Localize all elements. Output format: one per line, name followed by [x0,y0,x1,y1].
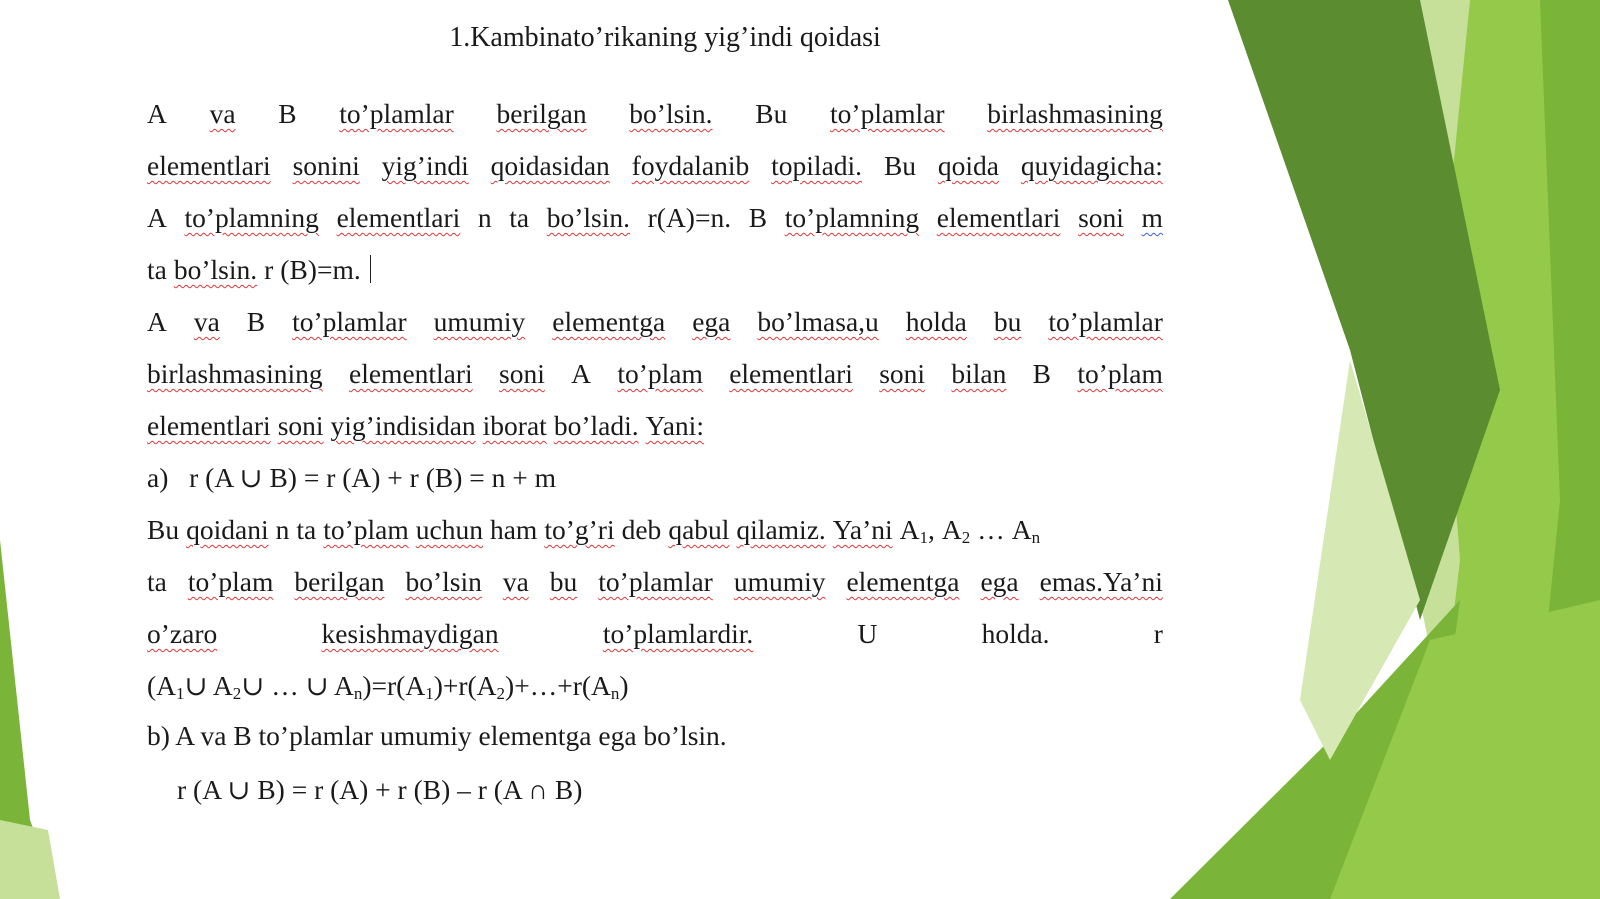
word-text: bo’lsin [405,566,482,597]
word [729,357,853,391]
word-text: sonini [292,150,360,181]
word [185,201,319,235]
word [478,201,492,235]
text-line [147,357,1163,391]
word-text: va [209,98,236,129]
word-suffix: )+r(A [433,670,497,701]
word [1021,149,1163,183]
word [147,149,271,183]
word-text: qoidani [186,514,269,545]
word [982,617,1050,651]
word [937,201,1061,235]
word [1142,201,1163,235]
word [1048,305,1163,339]
word-text: bo’lsin. [173,254,258,285]
word-text: berilgan [496,98,587,129]
word-text: to’plamlar [598,566,713,597]
text-line [147,201,1163,235]
word [292,305,407,339]
word-text: elementlari [936,202,1061,233]
word-text: soni [499,358,545,389]
word-text: A [147,98,167,129]
word-text: A [147,202,167,233]
word-text: r [1153,618,1163,649]
word [425,670,496,701]
word-text: to’plamning [784,202,920,233]
word [147,720,727,751]
word [503,565,529,599]
word-text: elementga [552,306,666,337]
word [147,670,233,701]
word [884,149,916,183]
word [980,565,1018,599]
word-text: to’plam [617,358,703,389]
word-text: A [571,358,592,389]
word-text: ta [147,566,167,597]
word-text: … [977,514,1005,545]
word-suffix: ∪ A [184,670,233,701]
text-line [177,773,1193,807]
word-text: emas.Ya’ni [1039,566,1163,597]
word-text: bo’lsin. [546,202,630,233]
word-text: bo’lmasa,u [757,306,879,337]
word [349,357,473,391]
word [382,149,469,183]
word [858,617,878,651]
word [668,514,729,545]
word [293,149,360,183]
word [147,357,323,391]
word-suffix: ∪ … ∪ A [241,670,354,701]
word [611,670,629,701]
word-text: B [278,98,297,129]
word-text: umumiy [433,306,526,337]
word [405,565,481,599]
word [987,97,1163,131]
word-text: to’plamning [184,202,319,233]
word [736,514,825,545]
word [147,97,167,131]
word [331,410,476,441]
word [554,410,639,441]
word [194,305,220,339]
subscript: n [1031,528,1041,547]
word-text: ega [980,566,1019,597]
word [280,254,360,285]
word [276,514,290,545]
word-text: to’plamlardir. [602,618,754,649]
word [147,565,167,599]
subscript: 2 [232,684,242,703]
word [147,410,271,441]
word-text: kesishmaydigan [321,618,499,649]
word [434,305,526,339]
word-text: to’plam [323,514,409,545]
word [147,254,167,285]
word [1033,357,1051,391]
word [900,514,935,545]
word [147,462,168,493]
word-text: n [477,202,492,233]
word-text: Bu [883,150,917,181]
word [1154,617,1163,651]
word [186,514,269,545]
word-text: ham [489,514,538,545]
word [491,149,610,183]
word-text: Bu [755,98,788,129]
word-text: umumiy [733,566,826,597]
text-line [147,565,1163,599]
word-text: elementlari [336,202,461,233]
word-text: elementlari [729,358,853,389]
word [147,305,167,339]
word [846,565,959,599]
word [598,565,713,599]
word-text: quyidagicha: [1020,150,1163,181]
word [646,410,704,441]
word [175,462,556,493]
word [830,97,945,131]
word-text: elementlari [349,358,473,389]
word-text: yig’indi [381,150,469,181]
text-line [147,719,1163,753]
word-text: qoidasidan [490,150,610,181]
word-text: A [899,514,920,545]
subscript: 2 [496,684,506,703]
text-line [147,409,1163,443]
subscript: 1 [425,684,434,703]
word [354,670,425,701]
word [552,305,665,339]
word-text: va [502,566,529,597]
subscript: n [610,684,620,703]
word-text: A [1011,514,1032,545]
word [544,514,614,545]
word [951,357,1006,391]
word [906,305,967,339]
word-text: elementga [846,566,960,597]
word-text: (B)=m. [280,254,361,285]
text-line [147,617,1163,651]
word-text: qoida [937,150,1000,181]
word [692,305,730,339]
word-text: foydalanib [631,150,750,181]
word-text: bo’lsin. [629,98,713,129]
word [233,670,354,701]
word-text: bo’ladi. [553,410,639,441]
word [734,565,826,599]
word [622,514,662,545]
word-text: r(A)=n. [647,202,732,233]
word-text: soni [277,410,324,441]
word-text: U [857,618,878,649]
word-text: holda [905,306,967,337]
word-text: A [147,306,167,337]
word-text: r (A ∪ B) = r (A) + r (B) = n + m [175,462,557,493]
word [323,514,409,545]
word [550,565,578,599]
word-text: to’plamlar [1048,306,1163,337]
word-text: bu [993,306,1022,337]
word-text: ta [147,254,167,285]
word-text: elementlari [147,150,271,181]
word [247,305,265,339]
word-text: B [1032,358,1052,389]
word [1012,514,1040,545]
subscript: n [353,684,363,703]
word-text: to’plam [187,566,274,597]
word-text: iborat [482,410,547,441]
word-text: soni [879,358,926,389]
word [339,97,454,131]
word [1077,357,1163,391]
word-text: bu [549,566,578,597]
word-text: yig’indisidan [330,410,476,441]
word [833,514,893,545]
word-text: soni [1078,202,1124,233]
word [603,617,753,651]
word [632,149,750,183]
subscript: 1 [919,528,929,547]
word-text: ta [296,514,317,545]
word [771,149,862,183]
word [210,97,236,131]
text-line [147,669,1163,703]
word [785,201,919,235]
word [942,514,970,545]
word [483,410,547,441]
word-text: berilgan [294,566,385,597]
word [416,514,483,545]
word-text: b) A va B to’plamlar umumiy elementga ega bo’lsin. [147,720,727,751]
text-line [147,97,1163,131]
word-suffix: , [928,514,935,545]
word-text: Yani: [645,410,704,441]
word-text: A [941,514,962,545]
word-text: birlashmasining [987,98,1163,129]
text-line [147,461,1163,495]
word [490,514,537,545]
subscript: 2 [961,528,971,547]
word-text: m [1141,202,1163,233]
word [755,97,787,131]
subscript: 1 [176,684,185,703]
word-text: elementlari [147,410,271,441]
word-text: n [275,514,290,545]
word-text: qabul [668,514,730,545]
word [264,254,273,285]
word [571,357,591,391]
word [977,514,1005,545]
word [648,201,731,235]
word-suffix: )=r(A [362,670,426,701]
word-text: B [748,202,768,233]
word [278,410,324,441]
word [337,201,461,235]
word [629,97,712,131]
word [294,565,384,599]
word [499,357,545,391]
word-text: deb [621,514,662,545]
word-text: B [246,306,266,337]
word-text: uchun [415,514,483,545]
word-text: r [264,254,274,285]
word [296,514,316,545]
deco-shape-left-pale [0,820,60,899]
word [147,617,217,651]
word [749,201,767,235]
word-text: topiladi. [771,150,863,181]
word-text: holda. [981,618,1050,649]
word-text: r (A ∪ B) = r (A) + r (B) – r (A ∩ B) [177,774,583,805]
word-text: to’plamlar [339,98,454,129]
slide-title: 1.Kambinato’rikaning yig’indi qoidasi [449,22,881,53]
word-text: o’zaro [147,618,218,649]
word [496,97,586,131]
word [547,201,630,235]
word-text: qilamiz. [736,514,826,545]
word [1040,565,1163,599]
word [497,670,611,701]
word [174,254,257,285]
word-text: Ya’ni [832,514,893,545]
word-text: va [193,306,220,337]
word-suffix: )+…+r(A [505,670,611,701]
word-text: to’plamlar [292,306,407,337]
text-line [147,513,1163,547]
word [321,617,498,651]
text-line [147,305,1163,339]
word-text: a) [147,462,169,493]
word [147,514,179,545]
word-text: to’plam [1077,358,1163,389]
word-text: Bu [147,514,180,545]
text-line [147,149,1163,183]
word-text: (A [147,670,177,701]
word [1078,201,1124,235]
word [879,357,925,391]
word-text: to’plamlar [830,98,945,129]
word [938,149,999,183]
word [278,97,296,131]
word-text: bilan [951,358,1007,389]
word-suffix: ) [619,670,629,701]
word [509,201,529,235]
word [757,305,878,339]
word-text: to’g’ri [544,514,615,545]
word [994,305,1022,339]
word [147,201,167,235]
text-line [147,253,1163,287]
word-text: ta [509,202,530,233]
word [188,565,274,599]
text-cursor [370,255,371,283]
word-text: ega [692,306,731,337]
word [617,357,703,391]
word [177,774,582,805]
word-text: birlashmasining [147,358,323,389]
